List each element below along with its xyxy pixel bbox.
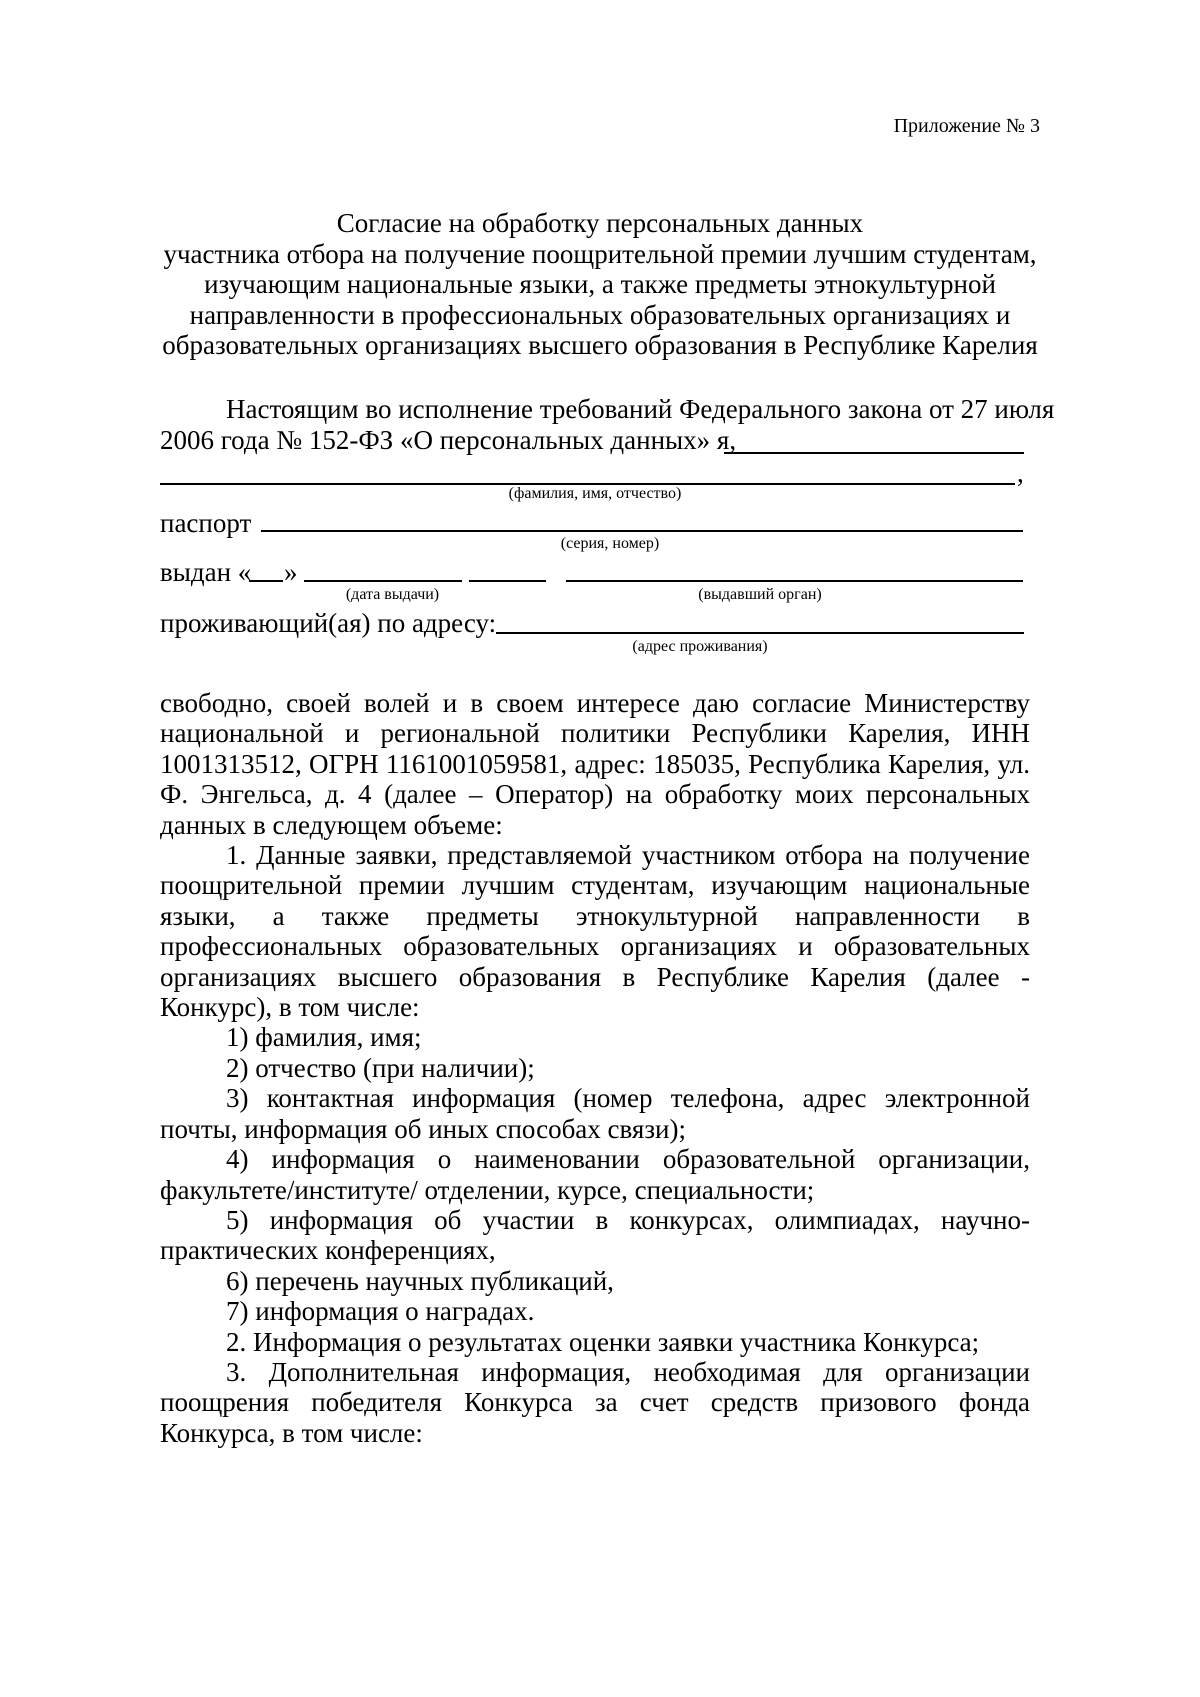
- list-item: 7) информация о наградах.: [226, 1296, 535, 1327]
- address-label: проживающий(ая) по адресу:: [160, 608, 497, 638]
- list-item: 2) отчество (при наличии);: [226, 1052, 535, 1083]
- issuer-caption: (выдавший орган): [698, 586, 822, 603]
- document-title: [160, 208, 1040, 361]
- body-paragraph: 3. Дополнительная информация, необходимая для организации поощрения победителя Конкурса за счет средств призового фонда Конкурса, в том числе:: [160, 1356, 1030, 1448]
- issued-label: выдан «: [160, 557, 252, 587]
- passport-label: паспорт: [160, 508, 252, 538]
- passport-field-line[interactable]: [261, 530, 1023, 532]
- address-field-line[interactable]: [496, 632, 1024, 634]
- fio-caption: (фамилия, имя, отчество): [508, 485, 682, 502]
- title-line: направленности в профессиональных образовательных организациях и: [189, 299, 1011, 330]
- name-field-line-1[interactable]: [724, 452, 1024, 454]
- title-line: Согласие на обработку персональных данных: [336, 208, 864, 238]
- body-paragraph: 1. Данные заявки, представляемой участником отбора на получение поощрительной премии лучшим студентам, изучающим национальные языки, а также предметы этнокультурной направленности в профессиональных образовательных организациях и образовательных организациях высшего образования в Республике Карелия (далее - Конкурс), в том числе:: [160, 840, 1030, 1023]
- issue-day-field-line[interactable]: [249, 580, 283, 582]
- list-item: 4) информация о наименовании образовательной организации, факультете/институте/ отделении, курсе, специальности;: [160, 1144, 1030, 1205]
- consent-body: [160, 688, 1030, 1448]
- issue-month-field-line[interactable]: [304, 580, 462, 582]
- issued-quote-close: »: [284, 557, 298, 587]
- body-paragraph: свободно, своей волей и в своем интересе даю согласие Министерству национальной и региональной политики Республики Карелия, ИНН 1001313512, ОГРН 1161001059581, адрес: 185035, Республика Карелия, ул. Ф. Энгельса, д. 4 (далее – Оператор) на обработку моих персональных данных в следующем объеме:: [160, 688, 1030, 840]
- issue-date-caption: (дата выдачи): [345, 586, 440, 603]
- issue-year-field-line[interactable]: [469, 580, 546, 582]
- name-field-comma: ,: [1017, 458, 1024, 488]
- issuer-field-line[interactable]: [566, 580, 1023, 582]
- address-caption: (адрес проживания): [632, 638, 768, 655]
- appendix-label: Приложение № 3: [893, 115, 1040, 137]
- list-item: 1) фамилия, имя;: [226, 1022, 422, 1053]
- title-line: образовательных организациях высшего образования в Республике Карелия: [162, 330, 1038, 360]
- title-line: участника отбора на получение поощрительной премии лучшим студентам,: [163, 238, 1037, 269]
- intro-line-1: Настоящим во исполнение требований Федерального закона от 27 июля: [226, 394, 1055, 424]
- list-item: 6) перечень научных публикаций,: [226, 1265, 614, 1296]
- intro-line-2: 2006 года № 152-ФЗ «О персональных данных» я,: [160, 425, 737, 455]
- list-item: 5) информация об участии в конкурсах, олимпиадах, научно-практических конференциях,: [160, 1204, 1030, 1266]
- title-line: изучающим национальные языки, а также предметы этнокультурной: [204, 269, 996, 299]
- list-item: 3) контактная информация (номер телефона, адрес электронной почты, информация об иных способах связи);: [160, 1083, 1030, 1144]
- body-paragraph: 2. Информация о результатах оценки заявки участника Конкурса;: [226, 1326, 980, 1357]
- passport-caption: (серия, номер): [560, 535, 660, 552]
